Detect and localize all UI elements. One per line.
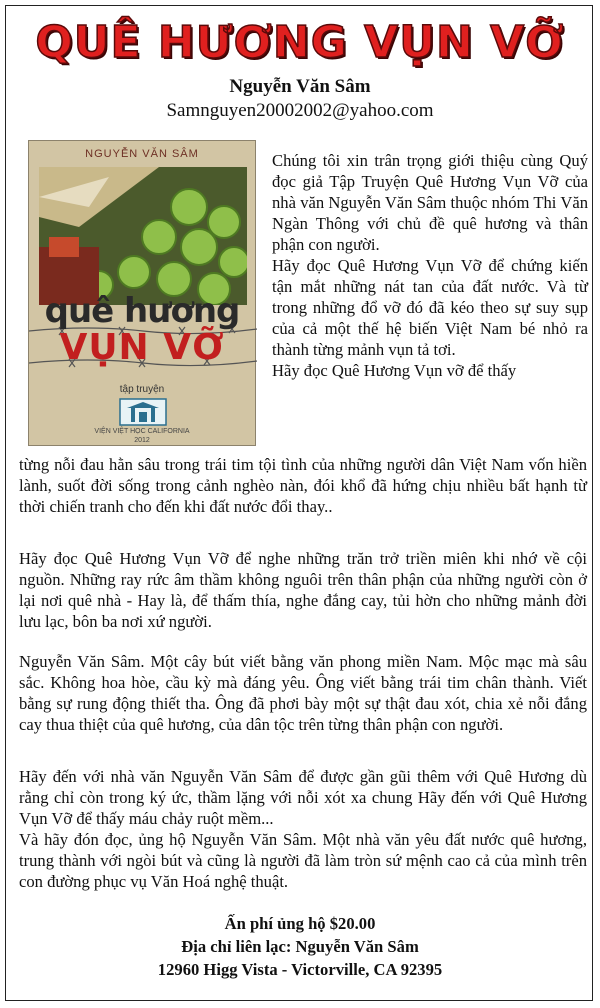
paragraph-7: Và hãy đón đọc, ủng hộ Nguyễn Văn Sâm. Một nhà văn yêu đất nước quê hương, trung thành với ngòi bút và cũng là người đã làm tròn sứ mệnh cao cả của mình trên con đường phục vụ Văn Hoá nghệ thuật.	[19, 830, 587, 891]
address-line: 12960 Higg Vista - Victorville, CA 92395	[157, 960, 443, 979]
contact-line: Địa chỉ liên lạc: Nguyễn Văn Sâm	[181, 937, 419, 956]
paragraph-3-start: Hãy đọc Quê Hương Vụn vỡ để thấy	[272, 361, 517, 380]
paragraph-5: Nguyễn Văn Sâm. Một cây bút viết bằng văn phong miền Nam. Mộc mạc mà sâu sắc. Không hoa hòe, cầu kỳ mà đáng yêu. Ông viết bằng trái tim chân thành. Viết bằng sự rung động thiết tha. Ông đã phơi bày một sự thật đau xót, chia xẻ nỗi đắng cay thua thiệt của quê hương, của dân tộc trên từng thân phận con người.	[19, 652, 587, 734]
cover-genre: tập truyện	[119, 384, 165, 395]
intro-text: Chúng tôi xin trân trọng giới thiệu cùng Quý đọc giả Tập Truyện Quê Hương Vụn Vỡ của nhà văn Nguyễn Văn Sâm thuộc nhóm Thi Văn Ngàn Thông với chủ đề quê hương và thân phận con người.	[272, 151, 588, 254]
cover-title-line1: quê hương	[44, 291, 240, 331]
price-line: Ấn phí ủng hộ $20.00	[224, 914, 376, 933]
page-title: QUÊ HƯƠNG VỤN VỠ	[35, 17, 565, 68]
cover-publisher: VIỆN VIỆT HỌC CALIFORNIA 2012	[94, 428, 190, 444]
intro-paragraph	[272, 150, 588, 381]
cover-author: NGUYỄN VĂN SÂM	[85, 148, 199, 160]
cover-title-line2: VỤN VỠ	[59, 327, 225, 368]
author-name: Nguyễn Văn Sâm	[229, 76, 371, 97]
paragraph-2: Hãy đọc Quê Hương Vụn Vỡ để chứng kiến tận mắt những nát tan của đất nước. Và từ trong những đổ vỡ đó đã kéo theo sự suy sụp của cả một thế hệ biến Việt Nam bé nhỏ ra thành từng mảnh vụn tả tơi.	[272, 256, 588, 359]
book-cover	[28, 140, 256, 446]
paragraph-3: từng nỗi đau hằn sâu trong trái tim tội tình của những người dân Việt Nam vốn hiền lành, suốt đời sống trong cảnh nghèo nàn, đói khổ đã hứng chịu nhiều bất hạnh từ thời chiến tranh cho đến khi đất nước đổi thay..	[19, 455, 587, 516]
paragraph-4: Hãy đọc Quê Hương Vụn Vỡ để nghe những trăn trở triền miên khi nhớ về cội nguồn. Những ray rức âm thầm không nguôi trên thân phận của những người còn ở lại nơi quê nhà - Hay là, để thấm thía, nghe đắng cay, tủi hờn cho những mảnh đời lưu lạc, bôn ba nơi xứ người.	[19, 549, 587, 631]
author-email: Samnguyen20002002@yahoo.com	[166, 100, 434, 121]
temple-gate-icon	[119, 398, 167, 426]
fruit-photo-icon	[39, 167, 247, 305]
cover-photo	[39, 167, 247, 305]
paragraph-6: Hãy đến với nhà văn Nguyễn Văn Sâm để được gần gũi thêm với Quê Hương dù rằng chỉ còn trong ký ức, thầm lặng với nỗi xót xa chung Hãy đến với Quê Hương Vụn Vỡ để thấy máu chảy ruột mềm...	[19, 767, 587, 828]
